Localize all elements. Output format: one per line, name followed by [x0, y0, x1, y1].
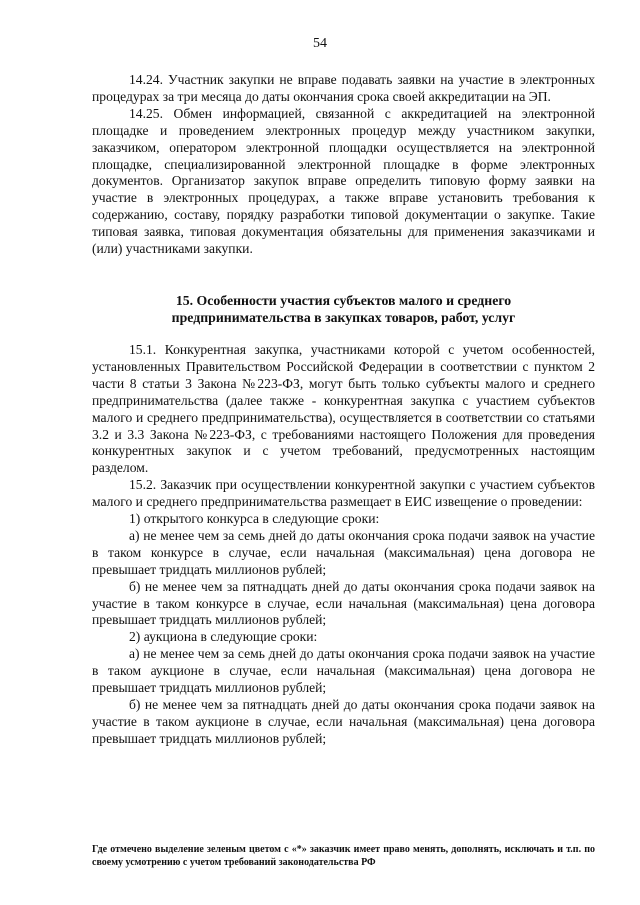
- list-item-2-b: б) не менее чем за пятнадцать дней до даты окончания срока подачи заявок на участие в таком аукционе в случае, если начальная (максимальная) цена договора превышает тридцать миллионов рублей;: [92, 697, 595, 746]
- document-body: [92, 72, 595, 748]
- list-item-1: 1) открытого конкурса в следующие сроки:: [129, 511, 380, 527]
- section-spacer: [92, 258, 595, 292]
- section-15-heading-line-2: предпринимательства в закупках товаров, работ, услуг: [171, 309, 516, 325]
- footer-note: Где отмечено выделение зеленым цветом с «*» заказчик имеет право менять, дополнять, исключать и т.п. по своему усмотрению с учетом требований законодательства РФ: [92, 844, 595, 868]
- paragraph-15-1: 15.1. Конкурентная закупка, участниками которой с учетом особенностей, установленных Правительством Российской Федерации в соответствии с пунктом 2 части 8 статьи 3 Закона №223-ФЗ, могут быть только субъекты малого и среднего предпринимательства (далее также - конкурентная закупка с участием субъектов малого и среднего предпринимательства), осуществляется в соответствии со статьями 3.2 и 3.3 Закона №223-ФЗ, с требованиями настоящего Положения для проведения конкурентных закупок и с учетом требований, предусмотренных настоящим разделом.: [92, 341, 595, 476]
- paragraph-14-25: 14.25. Обмен информацией, связанной с аккредитацией на электронной площадке и проведением электронных процедур между участником закупки, заказчиком, оператором электронной площадки осуществляется на электронной площадке, специализированной электронной площадке в форме электронных документов. Организатор закупок вправе определить типовую форму заявки на участие в электронных процедурах, а также вправе установить требования к содержанию, составу, порядку разработки типовой документации о закупке. Такие типовая заявка, типовая документация обязательны для применения заказчиками и (или) участниками закупки.: [92, 105, 595, 257]
- paragraph-14-24: 14.24. Участник закупки не вправе подавать заявки на участие в электронных процедурах за три месяца до даты окончания срока своей аккредитации на ЭП.: [92, 72, 595, 104]
- paragraph-15-2: 15.2. Заказчик при осуществлении конкурентной закупки с участием субъектов малого и среднего предпринимательства размещает в ЕИС извещение о проведении:: [92, 477, 595, 510]
- page-number: 54: [313, 36, 327, 51]
- heading-spacer: [92, 326, 595, 342]
- list-item-2-a: а) не менее чем за семь дней до даты окончания срока подачи заявок на участие в таком аукционе в случае, если начальная (максимальная) цена договора не превышает тридцать миллионов рублей;: [92, 646, 595, 696]
- section-15-heading-line-1: 15. Особенности участия субъектов малого и среднего: [175, 292, 512, 308]
- list-item-1-b: б) не менее чем за пятнадцать дней до даты окончания срока подачи заявок на участие в таком конкурсе в случае, если начальная (максимальная) цена договора превышает тридцать миллионов рублей;: [92, 578, 595, 628]
- list-item-2: 2) аукциона в следующие сроки:: [129, 629, 318, 645]
- list-item-1-a: а) не менее чем за семь дней до даты окончания срока подачи заявок на участие в таком конкурсе в случае, если начальная (максимальная) цена договора не превышает тридцать миллионов рублей;: [92, 527, 595, 577]
